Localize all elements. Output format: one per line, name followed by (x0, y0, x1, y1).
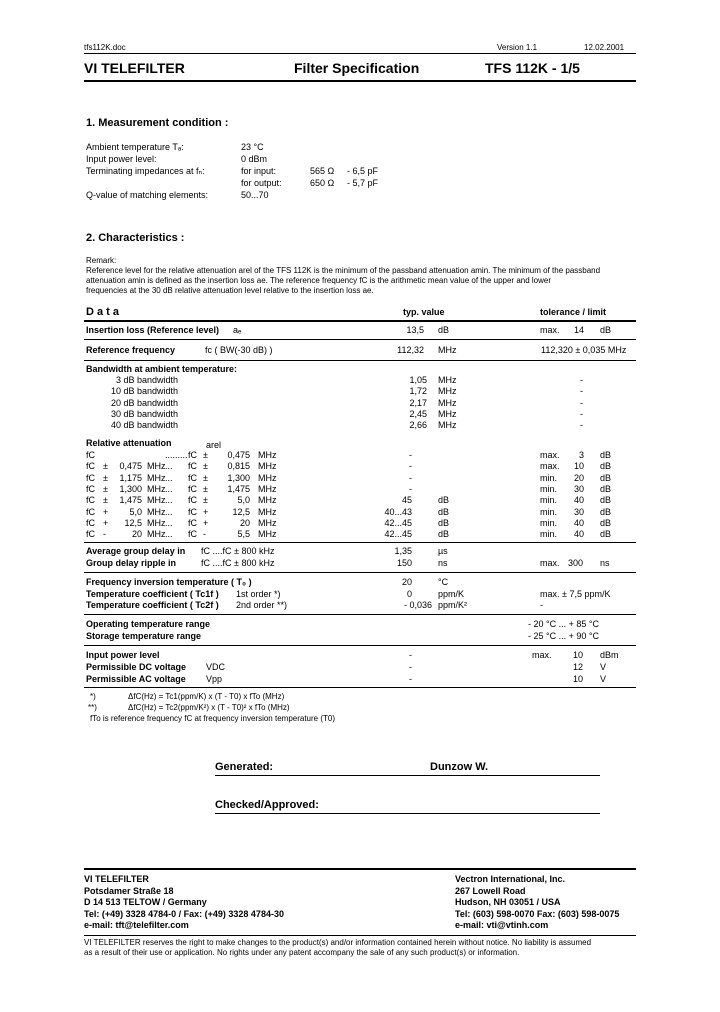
rel-to: 0,475 (227, 450, 250, 460)
rel-to: 20 (239, 517, 250, 528)
rel-to-unit: MHz (258, 461, 277, 472)
footer-left-line: Potsdamer Straße 18 (84, 885, 174, 896)
note1-formula: ΔfC(Hz) = Tc1(ppm/K) x (T - T0) x fTo (MHz) (128, 692, 285, 701)
generated-name: Dunzow W. (430, 761, 489, 773)
rel-from-unit: MHz (147, 506, 166, 517)
rel-to: 0,815 (227, 461, 250, 472)
rule (84, 687, 636, 688)
generated-label: Generated: (215, 761, 274, 773)
rel-fc: fC (86, 495, 95, 506)
rel-ellipsis: ... (165, 495, 173, 506)
rel-mode: min. (540, 472, 558, 483)
footer-left-line: VI TELEFILTER (84, 874, 149, 884)
rel-from: 5,0 (129, 506, 142, 517)
power-mode: max. (532, 650, 552, 660)
rel-to-unit: MHz (258, 506, 277, 517)
condition-label: Ambient temperature Tₐ: (86, 142, 184, 152)
rel-to: 5,0 (237, 495, 250, 506)
rel-to-unit: MHz (258, 495, 277, 506)
rel-from: 12,5 (124, 517, 142, 528)
rule (84, 572, 636, 573)
page-title: Filter Specification (294, 60, 420, 76)
rel-ellipsis: ......... (165, 450, 188, 460)
fit-unit: °C (438, 577, 449, 587)
rel-sign2: ± (203, 450, 208, 460)
remark-line-2: attenuation amin is defined as the insertion loss ae. The reference frequency fC is the arithmetic mean value of the upper and lower (86, 276, 552, 285)
insertion-loss-symbol: aₑ (233, 325, 242, 335)
dc-unit: V (600, 662, 607, 672)
insertion-loss-label: Insertion loss (Reference level) (86, 325, 220, 335)
rel-limit: 30 (573, 506, 584, 517)
rel-typ-unit: dB (438, 495, 450, 506)
group-ripple-unit: ns (438, 558, 448, 568)
rel-sign: ± (103, 483, 108, 494)
group-delay-unit: µs (438, 546, 448, 556)
table-header-rule (84, 320, 636, 322)
op-temp-label: Operating temperature range (86, 619, 211, 629)
rel-limit: 40 (573, 517, 584, 528)
rel-ellipsis: ... (165, 472, 173, 483)
bandwidth-tolerance: - (580, 408, 583, 419)
rel-fc2: fC (188, 461, 197, 472)
condition-value: for input: (241, 166, 277, 176)
rel-limit: 30 (573, 483, 584, 494)
rel-fc: fC (86, 517, 95, 528)
rel-limit-unit: dB (600, 483, 612, 494)
power-label: Input power level (86, 650, 160, 660)
power-limit: 10 (573, 650, 584, 660)
rel-fc2: fC (188, 529, 197, 540)
op-temp-range: - 20 °C ... + 85 °C (528, 619, 599, 629)
rel-from-unit: MHz (147, 529, 166, 540)
insertion-loss-unit: dB (438, 325, 450, 335)
rel-sign2: ± (203, 483, 208, 494)
rel-typ: 40...43 (384, 506, 412, 517)
st-temp-label: Storage temperature range (86, 631, 202, 641)
rule (84, 542, 636, 543)
bandwidth-tolerance: - (580, 375, 583, 385)
rel-to-unit: MHz (258, 450, 277, 460)
note3: fTo is reference frequency fC at frequency inversion temperature (T0) (90, 714, 335, 723)
version-label: Version 1.1 (497, 43, 538, 52)
bandwidth-unit: MHz (438, 375, 457, 385)
rel-to: 1,300 (227, 472, 250, 483)
footer-right-line: Hudson, NH 03051 / USA (455, 897, 561, 907)
bandwidth-unit: MHz (438, 397, 457, 408)
rel-limit-unit: dB (600, 450, 612, 460)
rel-typ-unit: dB (438, 529, 450, 540)
fit-typ: 20 (401, 577, 412, 587)
footer-right-line: Vectron International, Inc. (455, 874, 566, 884)
rel-fc: fC (86, 506, 95, 517)
rel-fc: fC (86, 461, 95, 472)
bandwidth-typ: 1,72 (409, 386, 427, 397)
header-rule (84, 53, 636, 54)
bandwidth-label: 20 dB bandwidth (110, 397, 178, 408)
rel-mode: min. (540, 517, 558, 528)
bandwidth-label: 3 dB bandwidth (115, 375, 178, 385)
ac-limit: 10 (573, 674, 584, 684)
condition-value: 23 °C (241, 142, 264, 152)
tc1-tolerance: max. ± 7,5 ppm/K (540, 589, 611, 599)
rel-typ: 42...45 (384, 529, 412, 540)
rel-sign: ± (103, 472, 108, 483)
ac-label: Permissible AC voltage (86, 674, 186, 684)
insertion-loss-typ: 13,5 (406, 325, 424, 335)
condition-value-2: 650 Ω (310, 178, 335, 188)
rel-typ: 45 (401, 495, 412, 506)
ac-typ: - (409, 674, 412, 684)
rel-limit: 40 (573, 495, 584, 506)
rel-ellipsis: ... (165, 483, 173, 494)
footer-left-line: D 14 513 TELTOW / Germany (84, 897, 207, 907)
rel-to-unit: MHz (258, 472, 277, 483)
rel-to-unit: MHz (258, 517, 277, 528)
rel-limit: 3 (578, 450, 584, 460)
condition-value: 50...70 (241, 190, 269, 200)
group-delay-typ: 1,35 (394, 546, 412, 556)
dc-symbol: VDC (206, 662, 226, 672)
rel-typ: - (409, 461, 412, 472)
bandwidth-unit: MHz (438, 420, 457, 431)
rel-mode: max. (540, 450, 560, 460)
disclaimer-line-1: VI TELEFILTER reserves the right to make changes to the product(s) and/or information contained herein without notice. No liability is assumed (84, 938, 592, 947)
bandwidth-typ: 2,45 (409, 408, 427, 419)
rel-fc: fC (86, 472, 95, 483)
rel-to: 1,475 (227, 483, 250, 494)
group-delay-range: fC ....fC ± 800 kHz (201, 546, 275, 556)
col-header-typ: typ. value (403, 307, 445, 317)
note1-mark: *) (90, 692, 96, 701)
rel-limit-unit: dB (600, 529, 612, 540)
footer-rule (84, 868, 636, 870)
ac-unit: V (600, 674, 607, 684)
remark-line-3: frequencies at the 30 dB relative attenuation level relative to the insertion loss ae. (86, 286, 374, 295)
tc2-unit: ppm/K² (438, 600, 468, 610)
generated-underline (215, 775, 600, 776)
rel-fc2: fC (188, 450, 197, 460)
rel-from-unit: MHz (147, 495, 166, 506)
rel-ellipsis: ... (165, 461, 173, 472)
rel-from: 0,475 (119, 461, 142, 472)
title-rule (84, 80, 636, 82)
rel-limit-unit: dB (600, 472, 612, 483)
condition-value-3: - 6,5 pF (347, 166, 379, 176)
rel-fc2: fC (188, 472, 197, 483)
bandwidth-typ: 2,66 (409, 420, 427, 431)
rel-limit-unit: dB (600, 517, 612, 528)
col-header-tol: tolerance / limit (540, 307, 607, 317)
rel-limit-unit: dB (600, 461, 612, 472)
rel-typ: - (409, 450, 412, 460)
condition-value-3: - 5,7 pF (347, 178, 379, 188)
rule (84, 645, 636, 646)
tc2-label: Temperature coefficient ( Tc2f ) (86, 600, 219, 610)
rel-to-unit: MHz (258, 483, 277, 494)
dc-typ: - (409, 662, 412, 672)
bandwidth-tolerance: - (580, 397, 583, 408)
ac-symbol: Vpp (206, 674, 223, 684)
rel-sign2: + (203, 506, 209, 517)
condition-value: for output: (241, 178, 282, 188)
rel-typ: - (409, 472, 412, 483)
bandwidth-unit: MHz (438, 386, 457, 397)
dc-limit: 12 (573, 662, 584, 672)
rel-mode: min. (540, 483, 558, 494)
bandwidth-typ: 1,05 (409, 375, 427, 385)
rel-fc: fC (86, 483, 95, 494)
ref-freq-tolerance: 112,320 ± 0,035 MHz (541, 345, 627, 355)
rel-fc2: fC (188, 495, 197, 506)
rel-limit: 40 (573, 529, 584, 540)
condition-label: Input power level: (86, 154, 157, 164)
rel-sign: ± (103, 495, 108, 506)
group-ripple-limit: 300 (568, 558, 584, 568)
fit-label: Frequency inversion temperature ( T₀ ) (86, 577, 252, 587)
rel-limit-unit: dB (600, 506, 612, 517)
checked-label: Checked/Approved: (215, 799, 319, 811)
bandwidth-tolerance: - (580, 386, 583, 397)
group-ripple-limit-unit: ns (600, 558, 610, 568)
doc-filename: tfs112K.doc (84, 43, 126, 52)
rel-from: 1,475 (119, 495, 142, 506)
tc2-tolerance: - (540, 600, 543, 610)
rel-sign2: ± (203, 461, 208, 472)
st-temp-range: - 25 °C ... + 90 °C (528, 631, 599, 641)
ref-freq-unit: MHz (438, 345, 457, 355)
bandwidth-tolerance: - (580, 420, 583, 431)
rel-sign2: - (203, 529, 206, 540)
rel-from-unit: MHz (147, 483, 166, 494)
tc2-typ: - 0,036 (403, 600, 432, 610)
bandwidth-label: 10 dB bandwidth (110, 386, 178, 397)
rel-to-unit: MHz (258, 529, 277, 540)
tc1-order: 1st order *) (236, 589, 281, 599)
rel-sign2: ± (203, 472, 208, 483)
rel-fc2: fC (188, 517, 197, 528)
checked-underline (215, 813, 600, 814)
tc1-label: Temperature coefficient ( Tc1f ) (86, 589, 219, 599)
disclaimer-line-2: as a result of their use or application. No rights under any patent accompany the sale of any such product(s) or information. (84, 948, 520, 957)
ref-freq-symbol: fᴄ ( BW(-30 dB) ) (205, 345, 273, 355)
rel-atten-title: Relative attenuation (86, 438, 172, 448)
rel-atten-symbol: arel (206, 440, 222, 450)
condition-value-2: 565 Ω (310, 166, 335, 176)
rel-limit: 20 (573, 472, 584, 483)
rel-fc: fC (86, 450, 95, 460)
rel-from: 1,175 (119, 472, 142, 483)
power-unit: dBm (600, 650, 619, 660)
insertion-loss-limit: 14 (573, 325, 584, 335)
rel-limit: 10 (573, 461, 584, 472)
rel-ellipsis: ... (165, 506, 173, 517)
rule (84, 360, 636, 361)
power-typ: - (409, 650, 412, 660)
bandwidth-label: 40 dB bandwidth (110, 420, 178, 431)
rel-fc2: fC (188, 506, 197, 517)
bandwidth-title: Bandwidth at ambient temperature: (86, 364, 238, 374)
section1-heading: 1. Measurement condition : (86, 117, 229, 129)
condition-label: Q-value of matching elements: (86, 190, 209, 200)
rel-from-unit: MHz (147, 517, 166, 528)
insertion-loss-limit-unit: dB (600, 325, 612, 335)
rel-fc2: fC (188, 483, 197, 494)
footer-rule-2 (84, 935, 636, 936)
group-ripple-typ: 150 (396, 558, 412, 568)
rel-to: 5,5 (237, 529, 250, 540)
rel-sign: ± (103, 461, 108, 472)
footer-right-line: Tel: (603) 598-0070 Fax: (603) 598-0075 (455, 908, 620, 919)
ref-freq-typ: 112,32 (397, 345, 424, 355)
company-name: VI TELEFILTER (84, 60, 185, 76)
bandwidth-unit: MHz (438, 408, 457, 419)
col-header-data: D a t a (86, 306, 120, 318)
rel-sign: + (103, 506, 109, 517)
rel-mode: min. (540, 506, 558, 517)
rel-fc: fC (86, 529, 95, 540)
rel-sign: + (103, 517, 109, 528)
insertion-loss-mode: max. (540, 325, 560, 335)
bandwidth-label: 30 dB bandwidth (110, 408, 178, 419)
rel-typ: 42...45 (384, 517, 412, 528)
rel-ellipsis: ... (165, 529, 173, 540)
rel-ellipsis: ... (165, 517, 173, 528)
rel-from-unit: MHz (147, 461, 166, 472)
rel-sign: - (103, 529, 106, 540)
rule (84, 339, 636, 340)
group-delay-label: Average group delay in (86, 546, 186, 556)
tc2-order: 2nd order **) (236, 600, 288, 610)
rel-from: 1,300 (119, 483, 142, 494)
condition-value: 0 dBm (241, 154, 268, 164)
remark-line-1: Reference level for the relative attenuation arel of the TFS 112K is the minimum of the passband attenuation amin. The minimum of the passband (86, 266, 601, 275)
footer-right-line: e-mail: vti@vtinh.com (455, 920, 549, 930)
rel-typ: - (409, 483, 412, 494)
footer-right-line: 267 Lowell Road (455, 885, 526, 896)
section2-heading: 2. Characteristics : (86, 232, 185, 244)
doc-date: 12.02.2001 (584, 43, 625, 52)
rel-limit-unit: dB (600, 495, 612, 506)
rel-sign2: + (203, 517, 209, 528)
rel-typ-unit: dB (438, 517, 450, 528)
footer-left-line: e-mail: tft@telefilter.com (84, 920, 189, 930)
rel-mode: max. (540, 461, 560, 472)
rel-from: 20 (131, 529, 142, 540)
rel-sign2: ± (203, 495, 208, 506)
product-code: TFS 112K - 1/5 (485, 60, 580, 76)
bandwidth-typ: 2,17 (409, 397, 427, 408)
rule (84, 614, 636, 615)
rel-from-unit: MHz (147, 472, 166, 483)
rel-mode: min. (540, 529, 558, 540)
footer-left-line: Tel: (+49) 3328 4784-0 / Fax: (+49) 3328 4784-30 (84, 908, 284, 919)
group-ripple-label: Group delay ripple in (86, 558, 177, 568)
remark-title: Remark: (86, 256, 117, 265)
rel-mode: min. (540, 495, 558, 506)
note2-formula: ΔfC(Hz) = Tc2(ppm/K²) x (T - T0)² x fTo (MHz) (128, 703, 290, 712)
tc1-unit: ppm/K (438, 589, 465, 599)
dc-label: Permissible DC voltage (86, 662, 187, 672)
group-ripple-range: fC ....fC ± 800 kHz (201, 558, 275, 568)
condition-label: Terminating impedances at fₙ: (86, 166, 205, 176)
note2-mark: **) (88, 703, 97, 712)
group-ripple-mode: max. (540, 558, 560, 568)
tc1-typ: 0 (406, 589, 412, 599)
ref-freq-label: Reference frequency (86, 345, 176, 355)
rel-to: 12,5 (232, 506, 250, 517)
rel-typ-unit: dB (438, 506, 450, 517)
